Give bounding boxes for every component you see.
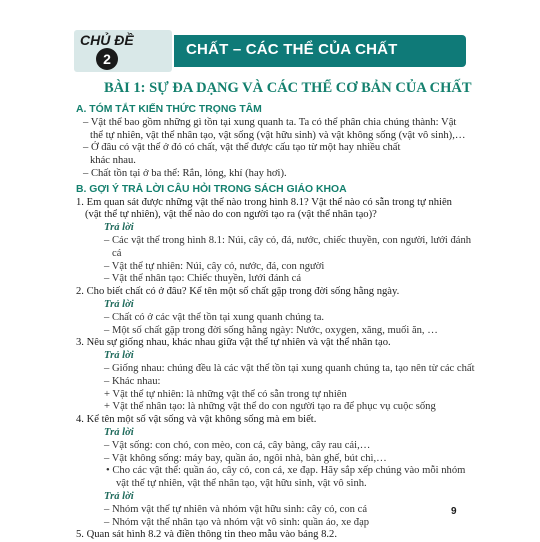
answer-line: – Các vật thể trong hình 8.1: Núi, cây cỏ, đá, nước, chiếc thuyền, con người, lưới đánh cá	[104, 234, 472, 259]
topic-label: CHỦ ĐỀ	[80, 32, 134, 48]
answer-line: + Vật thể nhân tạo: là những vật thể do con người tạo ra để phục vụ cuộc sống	[104, 401, 436, 413]
chapter-title: CHẤT – CÁC THỂ CỦA CHẤT	[186, 41, 398, 58]
question-2: 2. Cho biết chất có ở đâu? Kể tên một số chất gặp trong đời sống hằng ngày.	[76, 286, 400, 298]
answer-line: – Khác nhau:	[104, 375, 161, 387]
summary-line: khác nhau.	[90, 155, 136, 167]
answer-line: + Vật thể tự nhiên: là những vật thể có sẵn trong tự nhiên	[104, 388, 347, 400]
answer-line: – Nhóm vật thể nhân tạo và nhóm vật vô sinh: quần áo, xe đạp	[104, 516, 370, 528]
question-4: 4. Kể tên một số vật sống và vật không sống mà em biết.	[76, 414, 317, 426]
bullet-question-cont: vật thể tự nhiên, vật thể nhân tạo, vật hữu sinh, vật vô sinh.	[116, 478, 367, 490]
answer-label: Trả lời	[104, 490, 134, 502]
question-1-cont: (vật thể tự nhiên), vật thể nào do con người tạo ra (vật thể nhân tạo)?	[85, 209, 377, 221]
answer-label: Trả lời	[104, 222, 134, 234]
answer-line: – Vật thể tự nhiên: Núi, cây cỏ, nước, đá, con người	[104, 260, 325, 272]
question-1: 1. Em quan sát được những vật thể nào trong hình 8.1? Vật thể nào có sẵn trong tự nhiên	[76, 196, 452, 208]
section-a-heading: A. TÓM TẮT KIẾN THỨC TRỌNG TÂM	[76, 104, 262, 115]
summary-line: thể tự nhiên, vật thể nhân tạo, vật sống (vật hữu sinh) và vật không sống (vật vô sinh),…	[90, 129, 466, 141]
answer-line: – Chất có ở các vật thể tồn tại xung quanh chúng ta.	[104, 311, 325, 323]
bullet-dot-icon: •	[106, 465, 113, 477]
question-3: 3. Nêu sự giống nhau, khác nhau giữa vật thể tự nhiên và vật thể nhân tạo.	[76, 337, 391, 349]
lesson-title: BÀI 1: SỰ ĐA DẠNG VÀ CÁC THỂ CƠ BẢN CỦA CHẤT	[104, 80, 472, 96]
answer-label: Trả lời	[104, 298, 134, 310]
bullet-question-text: Cho các vật thể: quần áo, cây cỏ, con cá, xe đạp. Hãy sắp xếp chúng vào mỗi nhóm	[112, 465, 466, 477]
answer-line: – Một số chất gặp trong đời sống hằng ngày: Nước, oxygen, xăng, muối ăn, …	[104, 324, 438, 336]
summary-line: – Ở đâu có vật thể ở đó có chất, vật thể được cấu tạo từ một hay nhiều chất	[83, 142, 401, 154]
summary-line: – Vật thể bao gồm những gì tồn tại xung quanh ta. Ta có thể phân chia chúng thành: Vật	[83, 116, 457, 128]
page-content	[76, 104, 476, 542]
topic-number: 2	[96, 48, 118, 70]
answer-label: Trả lời	[104, 350, 134, 362]
answer-line: – Giống nhau: chúng đều là các vật thể tồn tại xung quanh chúng ta, tạo nên từ các chất	[104, 362, 475, 374]
answer-line: – Vật sống: con chó, con mèo, con cá, cây bàng, cây rau cải,…	[104, 439, 371, 451]
answer-line: – Vật không sống: máy bay, quần áo, ngôi nhà, bàn ghế, bút chì,…	[104, 452, 387, 464]
answer-label: Trả lời	[104, 426, 134, 438]
answer-line: – Vật thể nhân tạo: Chiếc thuyền, lưới đánh cá	[104, 273, 302, 285]
bullet-question	[104, 465, 476, 478]
page-number: 9	[451, 506, 457, 517]
chapter-header	[74, 30, 466, 74]
summary-line: – Chất tồn tại ở ba thể: Rắn, lỏng, khí (hay hơi).	[83, 167, 287, 179]
topic-badge	[74, 30, 172, 72]
answer-line: – Nhóm vật thể tự nhiên và nhóm vật hữu sinh: cây cỏ, con cá	[104, 503, 368, 515]
section-b-heading: B. GỢI Ý TRẢ LỜI CÂU HỎI TRONG SÁCH GIÁO KHOA	[76, 183, 347, 195]
question-5: 5. Quan sát hình 8.2 và điền thông tin theo mẫu vào bảng 8.2.	[76, 529, 337, 541]
